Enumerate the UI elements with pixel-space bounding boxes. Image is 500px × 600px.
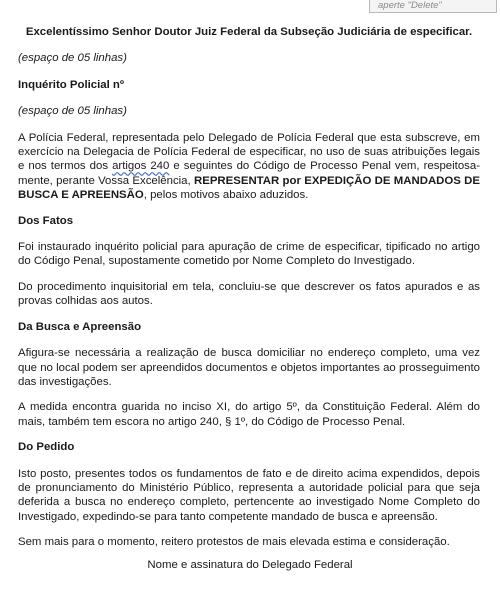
facts-paragraph-1: Foi instaurado inquérito policial para apuração de crime de especificar, tipificado no artigo do Código Penal, supostamente cometido por Nome Completo do Investigado. bbox=[18, 241, 480, 268]
request-heading: Do Pedido bbox=[18, 441, 75, 454]
signature-line: Nome e assinatura do Delegado Federal bbox=[147, 559, 353, 571]
search-heading: Da Busca e Apreensão bbox=[18, 320, 142, 333]
intro-text-2: e seguintes do Código de Processo Penal vem, respeitosa-mente, perante Vossa Excelência, bbox=[18, 160, 480, 187]
intro-text-1: A Polícia Federal, representada pelo Delegado de Polícia Federal que esta subscreve, em exercício na Delegacia de Polícia Federal de especificar, no uso de suas atribuições legais e nos termos dos bbox=[18, 131, 480, 173]
facts-heading: Dos Fatos bbox=[18, 214, 74, 227]
spacer-note-2: (espaço de 05 linhas) bbox=[18, 105, 127, 118]
search-paragraph-2: A medida encontra guarida no inciso XI, do artigo 5º, da Constituição Federal. Além do mais, também tem escora no artigo 240, § 1º, do Código de Processo Penal. bbox=[18, 401, 480, 428]
intro-paragraph bbox=[18, 131, 480, 203]
request-paragraph-1: Isto posto, presentes todos os fundamentos de fato e de direito acima expendidos, depois de pronunciamento do Ministério Público, representa a autoridade policial para que seja deferida a busca no endereço completo, pertencente ao investigado Nome Completo do Investigado, expedindo-se para tanto competente mandado de busca e apreensão. bbox=[18, 467, 480, 523]
facts-paragraph-2: Do procedimento inquisitorial em tela, concluiu-se que descrever os fatos apurados e as provas colhidas aos autos. bbox=[18, 280, 480, 308]
search-paragraph-1: Afigura-se necessária a realização de busca domiciliar no endereço completo, uma vez que no local podem ser apreendidos documentos e objetos importantes ao prosseguimento das investigações. bbox=[18, 347, 480, 388]
articles-reference: artigos 240 bbox=[112, 160, 170, 173]
intro-text-3: , pelos motivos abaixo aduzidos. bbox=[143, 189, 309, 202]
request-paragraph-2: Sem mais para o momento, reitero protestos de mais elevada estima e consideração. bbox=[18, 536, 450, 549]
spacer-note-1: (espaço de 05 linhas) bbox=[18, 52, 127, 65]
document-body bbox=[18, 25, 480, 561]
delete-hint-tooltip: aperte "Delete" bbox=[369, 0, 497, 13]
inquiry-heading: Inquérito Policial nº bbox=[18, 78, 125, 91]
intro-request-bold: REPRESENTAR por EXPEDIÇÃO DE MANDADOS DE BUSCA E APREENSÃO bbox=[18, 174, 480, 202]
document-title: Excelentíssimo Senhor Doutor Juiz Federal da Subseção Judiciária de especificar. bbox=[25, 26, 473, 38]
